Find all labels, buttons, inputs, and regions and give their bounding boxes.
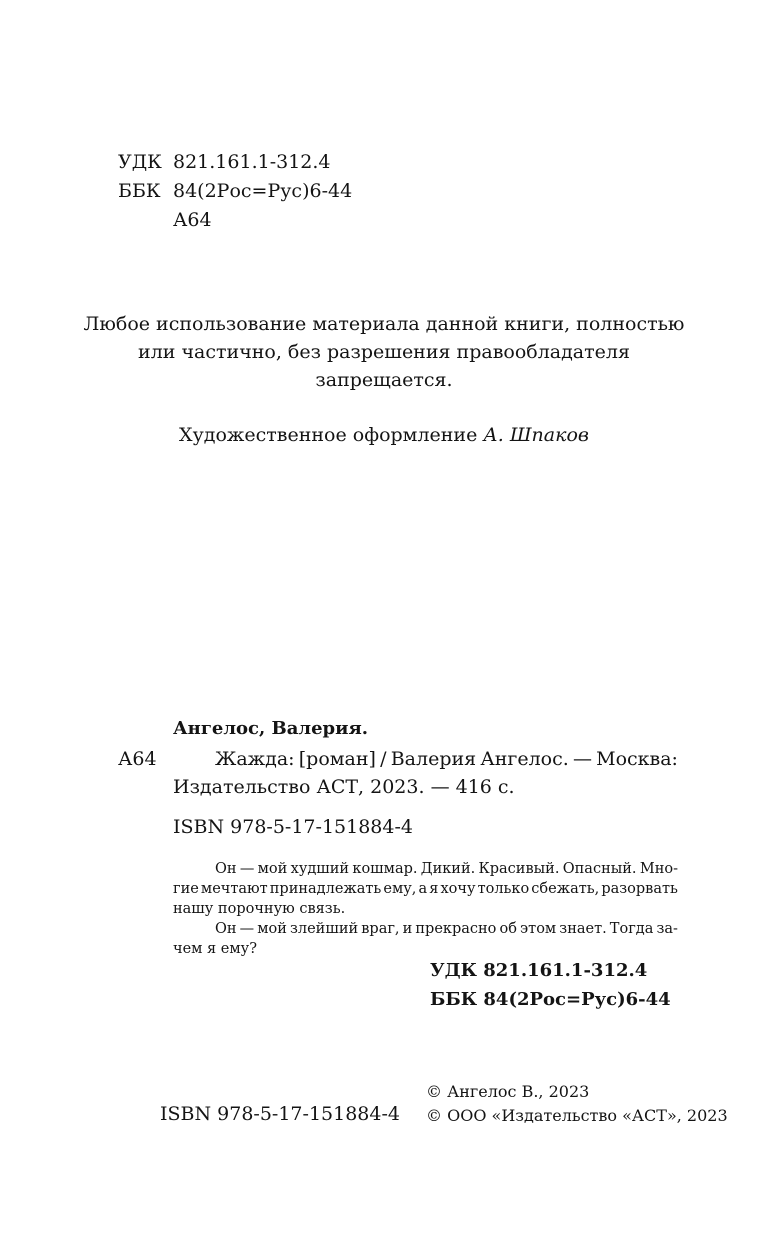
author-sign: А64: [173, 209, 212, 231]
udk-value: 821.161.1-312.4: [173, 151, 331, 173]
udk-label: УДК: [118, 151, 162, 173]
copyright-notice-line1: Любое использование материала данной книги, полностью: [83, 313, 685, 335]
annotation-p2-line1: Он — мой злейший враг, и прекрасно об этом знает. Тогда за-: [215, 921, 678, 937]
copyright-notice-line3: запрещается.: [315, 369, 453, 391]
catalog-imprint: Издательство АСТ, 2023. — 416 с.: [173, 776, 515, 798]
catalog-sign: А64: [118, 748, 157, 770]
design-credit-name: А. Шпаков: [483, 424, 589, 446]
copyright-author: © Ангелос В., 2023: [426, 1082, 590, 1101]
author-heading: Ангелос, Валерия.: [173, 718, 369, 739]
design-credit: [0, 426, 768, 445]
copyright-publisher: © ООО «Издательство «АСТ», 2023: [426, 1106, 728, 1125]
footer-isbn: ISBN 978-5-17-151884-4: [160, 1103, 400, 1125]
annotation-p2-line2: чем я ему?: [173, 941, 257, 957]
bbk-label: ББК: [118, 180, 161, 202]
annotation-p1-line2: гие мечтают принадлежать ему, а я хочу только сбежать, разорвать: [173, 881, 678, 897]
catalog-isbn: ISBN 978-5-17-151884-4: [173, 816, 413, 838]
annotation-p1-line3: нашу порочную связь.: [173, 901, 346, 917]
design-credit-label: Художественное оформление: [179, 424, 478, 446]
bbk-code-bold: ББК 84(2Рос=Рус)6-44: [430, 989, 671, 1010]
udk-code-bold: УДК 821.161.1-312.4: [430, 960, 648, 981]
catalog-title-line: Жажда: [роман] / Валерия Ангелос. — Москва:: [215, 748, 678, 770]
copyright-notice-line2: или частично, без разрешения правообладателя: [138, 341, 630, 363]
annotation-p1-line1: Он — мой худший кошмар. Дикий. Красивый. Опасный. Мно-: [215, 861, 678, 877]
bbk-value: 84(2Рос=Рус)6-44: [173, 180, 353, 202]
